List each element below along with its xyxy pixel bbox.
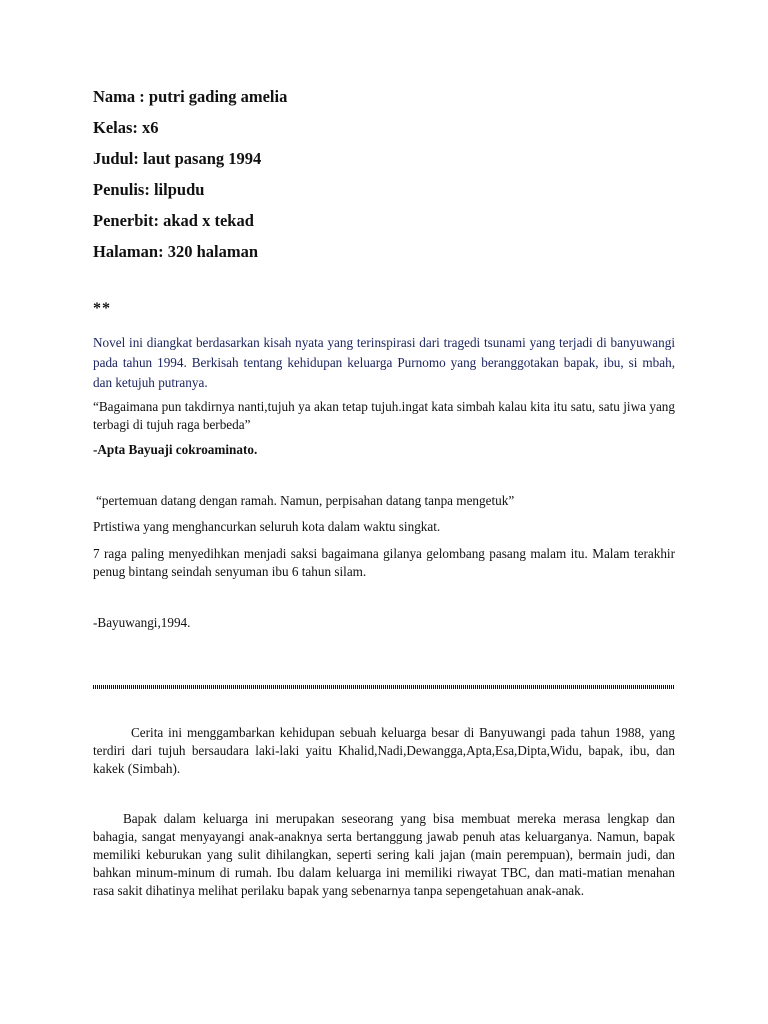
kelas-line: Kelas: x6 xyxy=(93,118,159,137)
judul-line: Judul: laut pasang 1994 xyxy=(93,149,262,168)
nama-line: Nama : putri gading amelia xyxy=(93,87,288,106)
blurb-place: -Bayuwangi,1994. xyxy=(93,615,191,630)
book-info-header xyxy=(93,86,287,272)
blurb-intro: Novel ini diangkat berdasarkan kisah nyata yang terinspirasi dari tragedi tsunami yang terjadi di banyuwangi pada tahun 1994. Berkisah tentang kehidupan keluarga Purnomo yang beranggotakan bapak, ibu, si mbah, dan ketujuh putranya. xyxy=(93,335,675,390)
blurb-quote-1: “Bagaimana pun takdirnya nanti,tujuh ya akan tetap tujuh.ingat kata simbah kalau kita itu satu, satu jiwa yang terbagi di tujuh raga berbeda” xyxy=(93,399,675,432)
body-paragraph-2: Bapak dalam keluarga ini merupakan seseorang yang bisa membuat mereka merasa lengkap dan bahagia, sangat menyayangi anak-anaknya serta bertanggung jawab penuh atas keluarganya. Namun, bapak memiliki keburukan yang sulit dihilangkan, seperti sering kali jajan (main perempuan), bermain judi, dan bahkan minum-minum di rumah. Ibu dalam keluarga ini memiliki riwayat TBC, dan mati-matian menahan rasa sakit dihatinya melihat perilaku bapak yang sebenarnya tanpa sepengetahuan anak-anak. xyxy=(93,811,675,898)
body-paragraph-1: Cerita ini menggambarkan kehidupan sebuah keluarga besar di Banyuwangi pada tahun 1988, yang terdiri dari tujuh bersaudara laki-laki yaitu Khalid,Nadi,Dewangga,Apta,Esa,Dipta,Widu, bapak, ibu, dan kakek (Simbah). xyxy=(93,725,675,776)
blurb-event: Prtistiwa yang menghancurkan seluruh kota dalam waktu singkat. xyxy=(93,519,441,534)
halaman-line: Halaman: 320 halaman xyxy=(93,242,259,261)
penerbit-line: Penerbit: akad x tekad xyxy=(93,211,254,230)
section-stars: ** xyxy=(93,300,111,317)
blurb-quote-2: “pertemuan datang dengan ramah. Namun, perpisahan datang tanpa mengetuk” xyxy=(96,493,515,508)
blurb-quote-1-author: -Apta Bayuaji cokroaminato. xyxy=(93,442,258,457)
blurb-seven: 7 raga paling menyedihkan menjadi saksi bagaimana gilanya gelombang pasang malam itu. Malam terakhir penug bintang seindah senyuman ibu 6 tahun silam. xyxy=(93,546,675,579)
section-divider xyxy=(93,685,675,689)
penulis-line: Penulis: lilpudu xyxy=(93,180,205,199)
